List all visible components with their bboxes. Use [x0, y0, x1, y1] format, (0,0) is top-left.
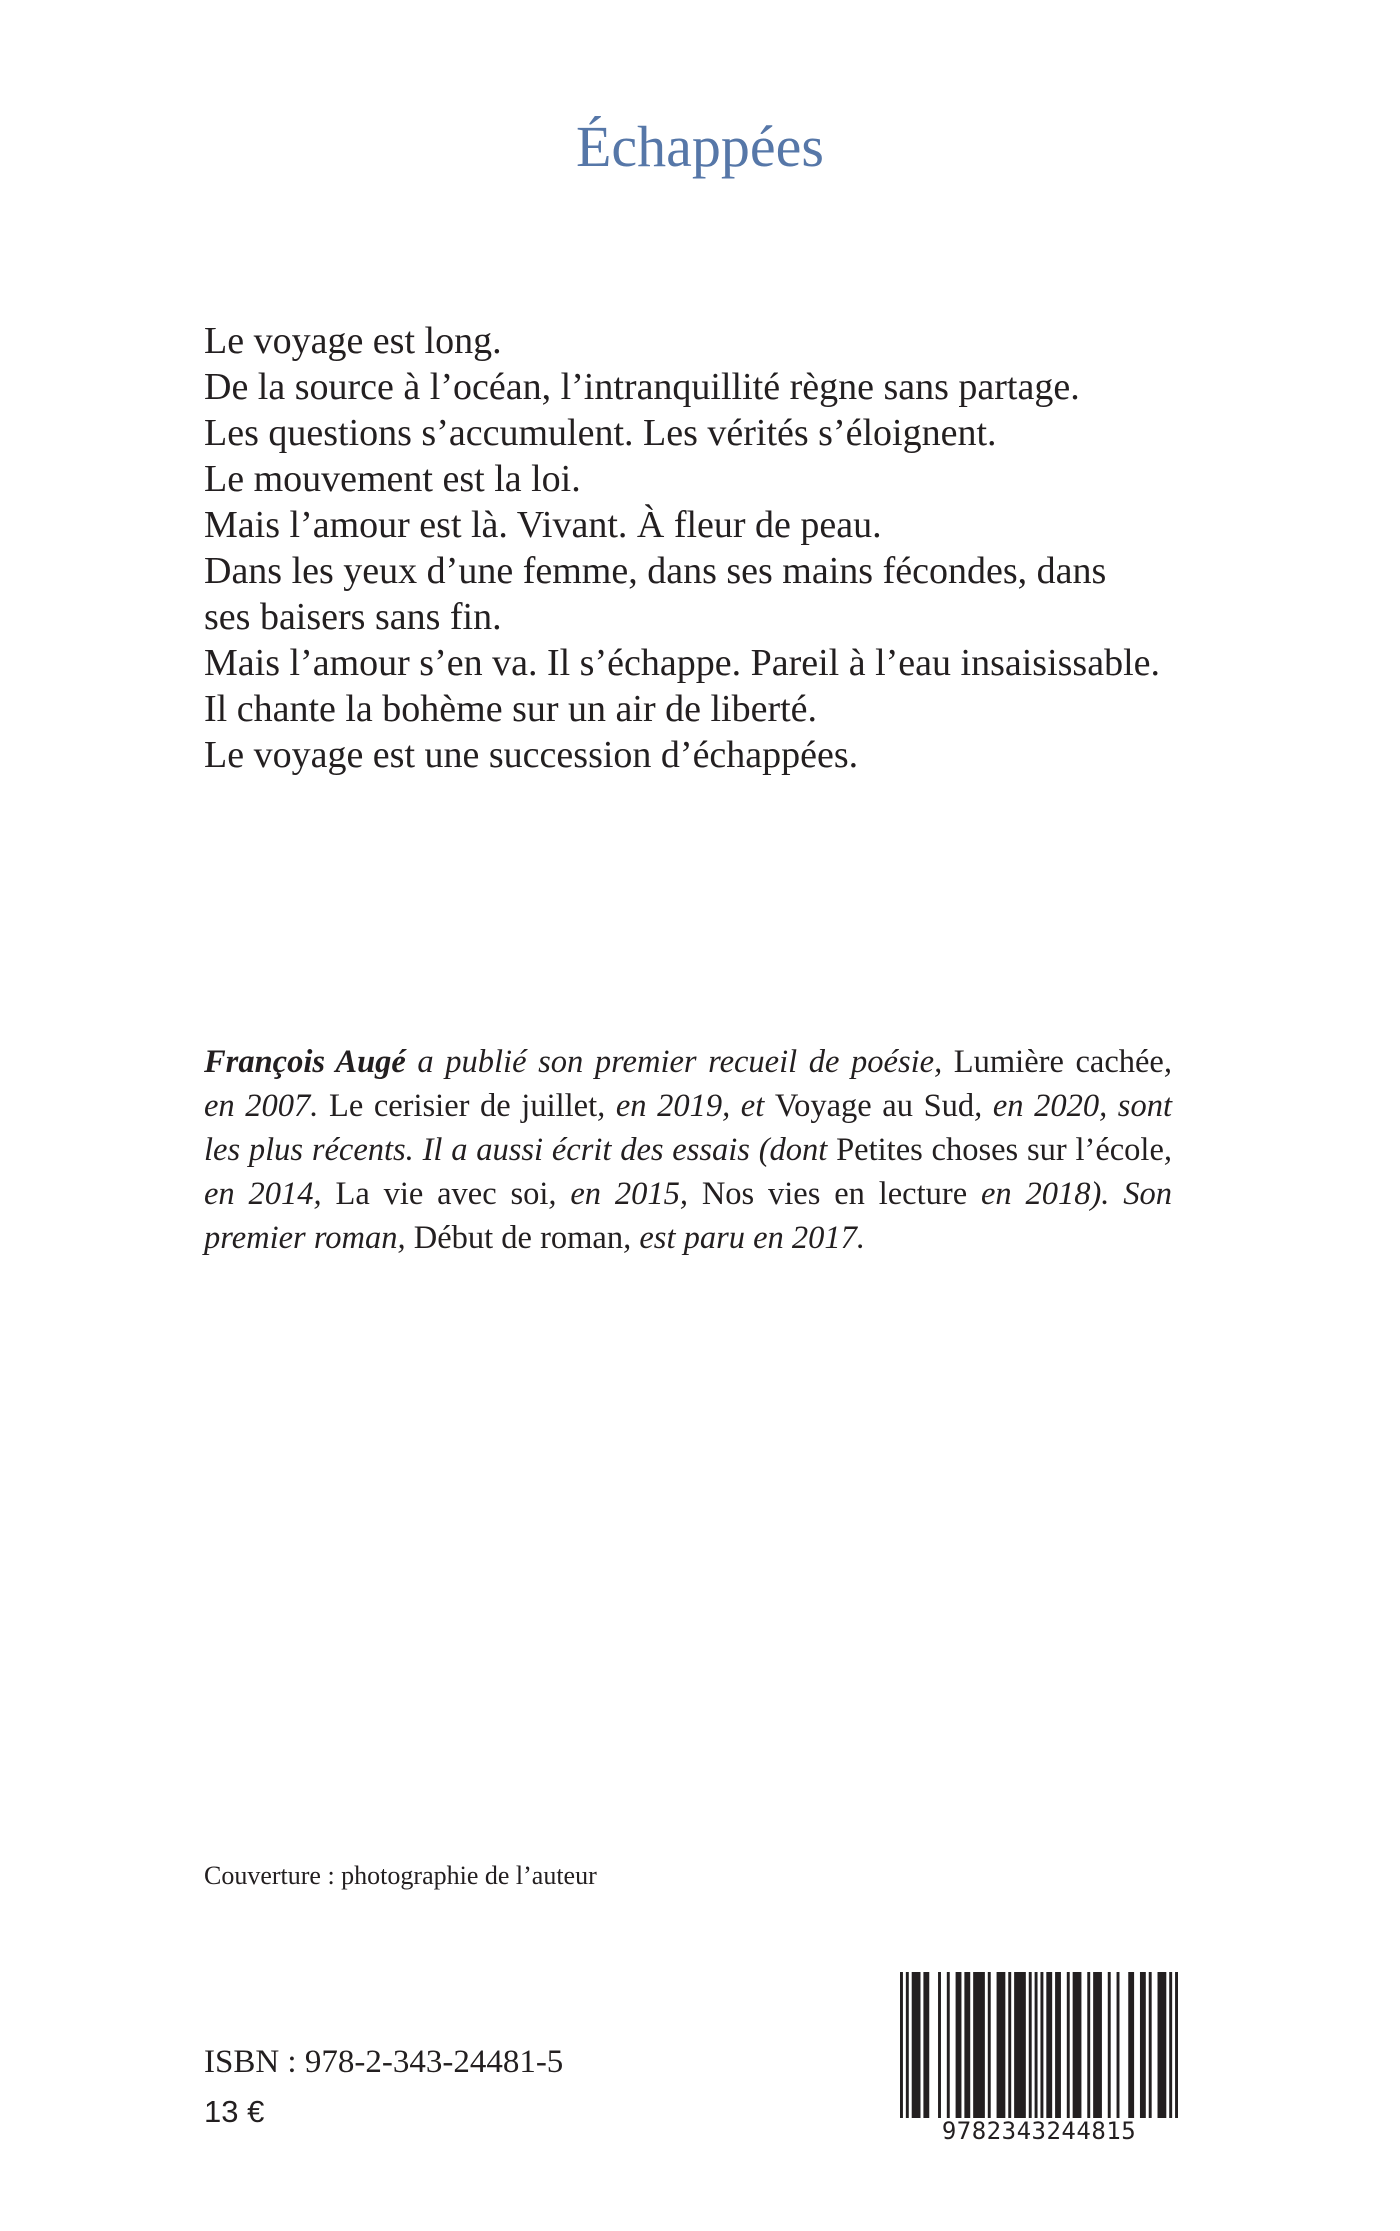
poem-line: Les questions s’accumulent. Les vérités s’éloignent.	[204, 412, 997, 454]
bio-text: , en 2007.	[204, 1044, 1172, 1124]
barcode-bar	[1149, 1972, 1152, 2132]
barcode-bar	[1108, 1972, 1111, 2132]
bio-text: , en 2019, et	[597, 1088, 775, 1124]
barcode-bar	[1128, 1972, 1134, 2132]
barcode-bar	[1175, 1972, 1178, 2132]
book-title-ref: Début de roman	[413, 1220, 624, 1256]
book-title-ref: Nos vies en lecture	[701, 1176, 968, 1212]
author-biography	[204, 1040, 1172, 1260]
barcode-bar	[1140, 1972, 1146, 2132]
barcode-bar	[1008, 1972, 1011, 2132]
barcode-bar	[997, 1972, 1006, 2132]
barcode-bar	[1046, 1972, 1052, 2132]
poem-line: ses baisers sans fin.	[204, 596, 502, 638]
barcode-bar	[1169, 1972, 1172, 2132]
barcode-bar	[1029, 1972, 1032, 2132]
poem-line: Il chante la bohème sur un air de liberté.	[204, 688, 818, 730]
poem-line: Dans les yeux d’une femme, dans ses mains fécondes, dans	[204, 550, 1107, 592]
book-title-ref: Lumière cachée	[953, 1044, 1164, 1080]
barcode-bar	[1117, 1972, 1120, 2132]
bio-text: a publié son premier recueil de poésie,	[405, 1044, 954, 1080]
bio-text: en 2018). Son premier roman,	[204, 1176, 1172, 1256]
barcode-bar	[988, 1972, 991, 2132]
barcode-bar	[1055, 1972, 1061, 2132]
barcode-bar	[947, 1972, 950, 2132]
poem-line: Le voyage est long.	[204, 320, 502, 362]
bio-text: , est paru en 2017.	[623, 1220, 866, 1256]
poem-line: Mais l’amour s’en va. Il s’échappe. Pareil à l’eau insaisissable.	[204, 642, 1161, 684]
poem-line: De la source à l’océan, l’intranquillité règne sans partage.	[204, 366, 1080, 408]
price: 13 €	[204, 2094, 265, 2129]
barcode-bar	[964, 1972, 970, 2132]
barcode-bar	[1067, 1972, 1070, 2132]
book-title-ref: Petites choses sur l’école	[836, 1132, 1164, 1168]
barcode	[900, 1972, 1178, 2145]
poem-line: Le mouvement est la loi.	[204, 458, 581, 500]
book-title: Échappées	[576, 114, 824, 179]
barcode-digits: 9782343244815	[900, 2118, 1178, 2144]
bio-text: , en 2015,	[548, 1176, 702, 1212]
barcode-bar	[956, 1972, 962, 2132]
barcode-bar	[938, 1972, 941, 2132]
back-cover-poem	[204, 318, 1224, 778]
barcode-bar	[912, 1972, 921, 2132]
barcode-bar	[900, 1972, 903, 2132]
barcode-bar	[1035, 1972, 1038, 2132]
barcode-bar	[1040, 1972, 1043, 2132]
barcode-bars	[900, 1972, 1178, 2132]
book-title-ref: Le cerisier de juillet	[328, 1088, 598, 1124]
bio-text: , en 2014,	[204, 1132, 1173, 1212]
book-title-ref: Voyage au Sud	[774, 1088, 975, 1124]
barcode-bar	[1158, 1972, 1167, 2132]
poem-line: Mais l’amour est là. Vivant. À fleur de peau.	[204, 504, 882, 546]
bio-text: , en 2020, sont les plus récents. Il a aussi écrit des essais (dont	[204, 1088, 1172, 1168]
barcode-bar	[1073, 1972, 1082, 2132]
isbn-number: ISBN : 978-2-343-24481-5	[204, 2044, 564, 2080]
barcode-bar	[923, 1972, 929, 2132]
barcode-bar	[1093, 1972, 1102, 2132]
poem-line: Le voyage est une succession d’échappées.	[204, 734, 859, 776]
barcode-bar	[973, 1972, 985, 2132]
author-name: François Augé	[204, 1044, 406, 1080]
barcode-bar	[906, 1972, 909, 2132]
book-title-ref: La vie avec soi	[335, 1176, 549, 1212]
barcode-bar	[1014, 1972, 1026, 2132]
barcode-bar	[1087, 1972, 1090, 2132]
cover-credit: Couverture : photographie de l’auteur	[204, 1861, 597, 1890]
